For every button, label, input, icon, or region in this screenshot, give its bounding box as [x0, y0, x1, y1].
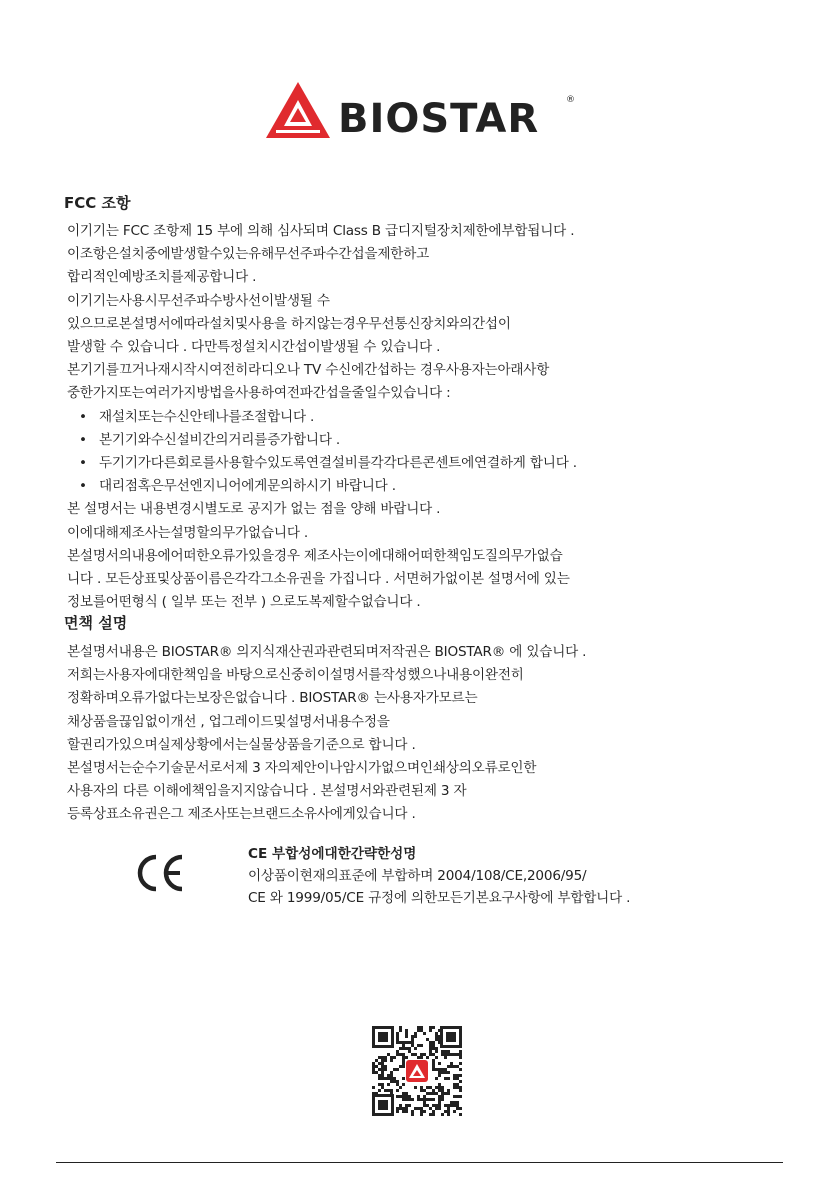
disclaimer-line: 채상품을끊임없이개선 , 업그레이드및설명서내용수정을 — [67, 713, 390, 730]
bottom-rule — [56, 1162, 783, 1163]
fcc-line: 있으므로본설명서에따라설치및사용을 하지않는경우무선통신장치와의간섭이 — [67, 315, 511, 332]
disclaimer-line: 저희는사용자에대한책임을 바탕으로신중히이설명서를작성했으나내용이완전히 — [67, 667, 524, 684]
fcc-line: 이에대해제조사는설명할의무가없습니다 . — [67, 524, 309, 541]
ce-mark-icon — [132, 853, 188, 893]
fcc-heading: FCC 조항 — [64, 194, 131, 212]
fcc-line: 발생할 수 있습니다 . 다만특정설치시간섭이발생될 수 있습니다 . — [67, 339, 441, 356]
ce-mark-label: CE — [132, 853, 134, 854]
fcc-body — [67, 220, 767, 614]
fcc-line: 이기기는 FCC 조항제 15 부에 의해 심사되며 Class B 급디지털장치제한에부합됩니다 . — [67, 223, 575, 239]
ce-line: CE 와 1999/05/CE 규정에 의한모든기본요구사항에 부합합니다 . — [248, 890, 631, 906]
fcc-bullet-item: • 대리점혹은무선엔지니어에게문의하시기 바랍니다 . — [67, 475, 767, 498]
fcc-bullet-item: • 두기기가다른회로를사용할수있도록연결설비를각각다른콘센트에연결하게 합니다 . — [67, 452, 767, 475]
registered-mark: ® — [566, 95, 575, 105]
disclaimer-line: 정확하며오류가없다는보장은없습니다 . BIOSTAR® 는사용자가모르는 — [67, 690, 478, 707]
disclaimer-line: 할권리가있으며실제상황에서는실물상품을기준으로 합니다 . — [67, 736, 416, 753]
ce-title: CE 부합성에대한간략한성명 — [248, 846, 417, 862]
disclaimer-line: 등록상표소유권은그 제조사또는브랜드소유사에게있습니다 . — [67, 806, 416, 823]
disclaimer-line: 본설명서내용은 BIOSTAR® 의지식재산권과관련되며저작권은 BIOSTAR® 에 있습니다 . — [67, 644, 587, 660]
qr-code-icon — [370, 1024, 464, 1118]
ce-statement — [248, 843, 788, 909]
fcc-line: 중한가지또는여러가지방법을사용하여전파간섭을줄일수있습니다 : — [67, 385, 451, 402]
fcc-line: 이기기는사용시무선주파수방사선이발생될 수 — [67, 292, 330, 309]
ce-line: 이상품이현재의표준에 부합하며 2004/108/CE,2006/95/ — [248, 868, 587, 884]
disclaimer-body — [67, 641, 767, 827]
biostar-wordmark: BIOSTAR — [338, 96, 540, 142]
fcc-line: 정보를어떤형식 ( 일부 또는 전부 ) 으로도복제할수없습니다 . — [67, 594, 421, 611]
fcc-line: 니다 . 모든상표및상품이름은각각그소유권을 가집니다 . 서면허가없이본 설명서에 있는 — [67, 571, 570, 588]
biostar-logo — [266, 80, 576, 142]
fcc-line: 이조항은설치중에발생할수있는유해무선주파수간섭을제한하고 — [67, 246, 430, 263]
disclaimer-line: 사용자의 다른 이해에책임을지지않습니다 . 본설명서와관련된제 3 자 — [67, 783, 467, 800]
fcc-line: 본설명서의내용에어떠한오류가있을경우 제조사는이에대해어떠한책임도질의무가없습 — [67, 547, 563, 564]
fcc-bullet-item: • 본기기와수신설비간의거리를증가합니다 . — [67, 429, 767, 452]
fcc-line: 본기기를끄거나재시작시여전히라디오나 TV 수신에간섭하는 경우사용자는아래사항 — [67, 362, 550, 379]
fcc-bullet-item: • 재설치또는수신안테나를조절합니다 . — [67, 406, 767, 429]
disclaimer-line: 본설명서는순수기술문서로서제 3 자의제안이나암시가없으며인쇄상의오류로인한 — [67, 760, 537, 777]
disclaimer-heading: 면책 설명 — [64, 614, 128, 632]
fcc-line: 본 설명서는 내용변경시별도로 공지가 없는 점을 양해 바랍니다 . — [67, 501, 441, 518]
fcc-line: 합리적인예방조치를제공합니다 . — [67, 269, 257, 286]
biostar-logo-icon — [266, 80, 576, 142]
